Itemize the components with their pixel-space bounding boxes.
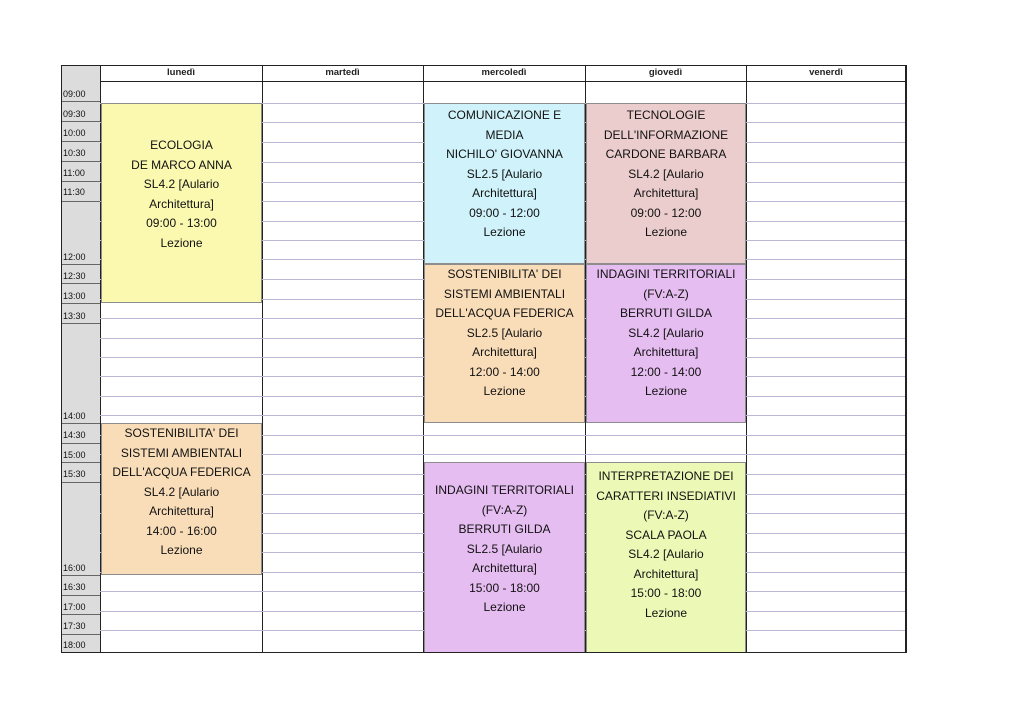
lesson-title-line: COMUNICAZIONE E bbox=[447, 108, 562, 122]
lesson-detail-line: CARATTERI INSEDIATIVI bbox=[596, 488, 736, 503]
lesson-title-line: INDAGINI TERRITORIALI bbox=[435, 483, 574, 497]
lesson-detail-line: 15:00 - 18:00 bbox=[630, 586, 702, 600]
lesson-detail-line: 14:00 - 16:00 bbox=[146, 523, 217, 538]
lesson-detail-line: (FV:A-Z) bbox=[481, 502, 528, 517]
lesson-detail-line: DELL'ACQUA FEDERICA bbox=[435, 306, 574, 320]
lesson-detail-line: Lezione bbox=[483, 384, 526, 398]
day-header: lunedì bbox=[167, 67, 195, 78]
time-label: 10:00 bbox=[63, 128, 86, 138]
time-label: 11:30 bbox=[63, 187, 85, 197]
lesson-detail-line: 09:00 - 13:00 bbox=[146, 216, 217, 230]
column-divider bbox=[906, 65, 907, 653]
lesson-title-line: ECOLOGIA bbox=[150, 138, 213, 152]
time-label: 09:30 bbox=[63, 109, 86, 119]
lesson-detail-line: SL4.2 [Aulario bbox=[143, 177, 220, 191]
lesson-detail-line: SL4.2 [Aulario bbox=[628, 325, 704, 340]
lesson-detail-line: Architettura] bbox=[633, 345, 699, 359]
day-header: venerdì bbox=[809, 67, 843, 78]
time-label: 14:00 bbox=[63, 411, 86, 421]
time-label: 16:30 bbox=[63, 582, 86, 592]
lesson-detail-line: Lezione bbox=[483, 225, 526, 239]
lesson-detail-line: DELL'ACQUA FEDERICA bbox=[112, 465, 251, 479]
lesson-detail-line: Lezione bbox=[644, 605, 688, 620]
lesson-detail-line: NICHILO' GIOVANNA bbox=[446, 147, 563, 161]
day-header: martedì bbox=[325, 67, 360, 78]
lesson-detail-line: 12:00 - 14:00 bbox=[469, 364, 540, 379]
lesson-detail-line: Architettura] bbox=[149, 196, 214, 211]
lesson-detail-line: SL4.2 [Aulario bbox=[143, 484, 220, 499]
lesson-detail-line: 09:00 - 12:00 bbox=[630, 205, 702, 220]
time-label: 09:00 bbox=[63, 89, 86, 99]
lesson-title-line: SOSTENIBILITA' DEI bbox=[447, 267, 562, 281]
lesson-detail-line: DELL'INFORMAZIONE bbox=[603, 127, 729, 142]
time-label: 11:00 bbox=[63, 168, 85, 178]
lesson-detail-line: SL2.5 [Aulario bbox=[466, 166, 543, 181]
day-header: mercoledì bbox=[481, 67, 527, 78]
lesson-detail-line: 09:00 - 12:00 bbox=[469, 205, 540, 220]
time-label: 16:00 bbox=[63, 563, 86, 573]
lesson-detail-line: DE MARCO ANNA bbox=[131, 157, 232, 172]
time-label: 17:30 bbox=[63, 621, 86, 631]
lesson-detail-line: BERRUTI GILDA bbox=[458, 522, 551, 536]
lesson-title-line: INDAGINI TERRITORIALI bbox=[596, 267, 736, 281]
lesson-title-line: INTERPRETAZIONE DEI bbox=[598, 469, 734, 483]
lesson-detail-line: Lezione bbox=[483, 600, 526, 614]
lesson-detail-line: Architettura] bbox=[633, 186, 699, 200]
lesson-detail-line: Architettura] bbox=[472, 186, 537, 200]
lesson-title-line: SOSTENIBILITA' DEI bbox=[124, 426, 239, 440]
lesson-detail-line: CARDONE BARBARA bbox=[605, 147, 727, 161]
time-label: 12:30 bbox=[63, 271, 86, 281]
lesson-detail-line: Architettura] bbox=[149, 504, 214, 518]
lesson-detail-line: Lezione bbox=[644, 225, 688, 239]
lesson-detail-line: (FV:A-Z) bbox=[643, 508, 689, 522]
time-label: 13:00 bbox=[63, 291, 86, 301]
lesson-detail-line: Lezione bbox=[160, 543, 203, 557]
lesson-title-line: TECNOLOGIE bbox=[626, 108, 706, 122]
time-label: 12:00 bbox=[63, 252, 86, 262]
lesson-detail-line: SISTEMI AMBIENTALI bbox=[443, 286, 566, 301]
lesson-detail-line: Architettura] bbox=[472, 345, 537, 359]
time-label: 15:30 bbox=[63, 469, 86, 479]
time-label: 17:00 bbox=[63, 602, 86, 612]
lesson-detail-line: SL4.2 [Aulario bbox=[628, 166, 704, 181]
time-label: 15:00 bbox=[63, 450, 86, 460]
lesson-detail-line: SL2.5 [Aulario bbox=[466, 541, 543, 556]
lesson-detail-line: SL4.2 [Aulario bbox=[628, 547, 704, 561]
time-label: 14:30 bbox=[63, 430, 86, 440]
lesson-detail-line: SCALA PAOLA bbox=[625, 527, 707, 542]
lesson-detail-line: SL2.5 [Aulario bbox=[466, 325, 543, 340]
table-frame bbox=[61, 65, 906, 653]
time-label: 13:30 bbox=[63, 311, 86, 321]
lesson-detail-line: 15:00 - 18:00 bbox=[469, 580, 540, 595]
time-label: 10:30 bbox=[63, 148, 86, 158]
lesson-detail-line: (FV:A-Z) bbox=[643, 286, 689, 301]
lesson-detail-line: BERRUTI GILDA bbox=[619, 306, 712, 320]
lesson-detail-line: Lezione bbox=[160, 235, 203, 250]
lesson-detail-line: Lezione bbox=[644, 384, 688, 398]
time-label: 18:00 bbox=[63, 640, 86, 650]
lesson-detail-line: 12:00 - 14:00 bbox=[630, 364, 702, 379]
lesson-detail-line: Architettura] bbox=[633, 566, 699, 581]
lesson-detail-line: Architettura] bbox=[472, 561, 537, 575]
lesson-detail-line: MEDIA bbox=[485, 127, 524, 142]
day-header: giovedì bbox=[648, 67, 683, 78]
lesson-detail-line: SISTEMI AMBIENTALI bbox=[120, 445, 243, 460]
